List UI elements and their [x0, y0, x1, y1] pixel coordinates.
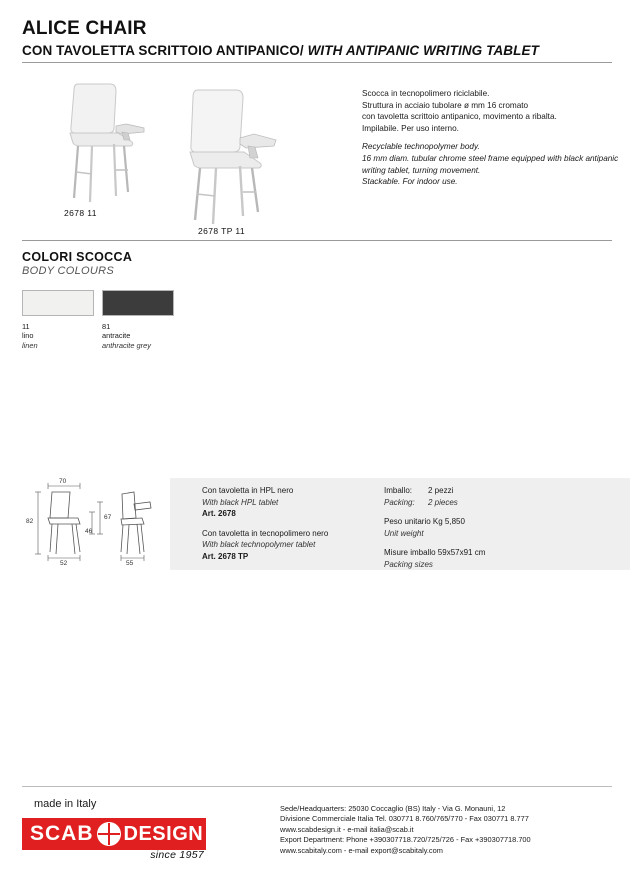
unit-weight-en: Unit weight [384, 528, 424, 538]
colour-code-11: 11 [22, 322, 30, 331]
colour-swatch-81[interactable] [102, 290, 174, 316]
made-in-italy-label: made in Italy [34, 798, 97, 810]
subtitle-separator: / [299, 43, 308, 58]
variant-2-art: Art. 2678 TP [202, 551, 249, 561]
chair-caption-1: 2678 11 [64, 208, 97, 218]
desc-spacer [362, 134, 634, 141]
company-address [280, 804, 620, 856]
address-line-2: Divisione Commerciale Italia Tel. 030771 8.760/765/770 - Fax 030771 8.777 [280, 814, 529, 824]
dim-seat-height: 46 [85, 528, 93, 535]
colour-name-it-11: lino [22, 331, 34, 341]
packing-sizes-en: Packing sizes [384, 559, 433, 569]
packing-key-en: Packing: [384, 497, 415, 507]
colour-swatch-11[interactable] [22, 290, 94, 316]
page-header [22, 18, 612, 60]
colour-name-en-81: anthracite grey [102, 340, 151, 350]
address-line-5[interactable]: www.scabitaly.com - e-mail export@scabitaly.com [280, 845, 443, 855]
address-line-1: Sede/Headquarters: 25030 Coccaglio (BS) Italy - Via G. Monauni, 12 [280, 804, 506, 813]
colour-swatches [22, 290, 422, 352]
variants-column [202, 485, 372, 562]
technical-section [22, 478, 612, 578]
desc-en-2: 16 mm diam. tubular chrome steel frame equipped with black antipanic [362, 153, 619, 163]
chair-illustration-2 [170, 80, 288, 230]
colour-name-it-81: antracite [102, 331, 131, 341]
desc-en-3: writing tablet, turning movement. [362, 165, 481, 175]
dimension-drawings [22, 478, 162, 574]
dim-width-top: 70 [59, 478, 67, 485]
logo-red-box [22, 818, 206, 850]
subtitle-english: WITH ANTIPANIC WRITING TABLET [307, 43, 539, 58]
logo-design-text: DESIGN [123, 822, 204, 845]
product-images [22, 74, 619, 236]
page-subtitle [22, 42, 612, 60]
packing-spacer-1 [384, 508, 614, 516]
dim-depth2: 55 [126, 560, 134, 567]
desc-en-4: Stackable. For indoor use. [362, 177, 458, 187]
variant-1-desc-en: With black HPL tablet [202, 497, 279, 507]
chair-image-2678tp [170, 80, 288, 236]
packing-sizes-it: Misure imballo 59x57x91 cm [384, 548, 486, 557]
colour-code-81: 81 [102, 322, 111, 331]
variant-2-desc-it: Con tavoletta in tecnopolimero nero [202, 528, 329, 538]
packing-row-it [384, 485, 614, 497]
packing-key-it: Imballo: [384, 486, 413, 495]
page-title: ALICE CHAIR [22, 18, 147, 39]
header-divider [22, 62, 612, 63]
globe-icon [97, 822, 121, 846]
colour-name-en-11: linen [22, 340, 38, 350]
desc-en-1: Recyclable technopolymer body. [362, 142, 480, 152]
colour-label-11 [22, 322, 38, 350]
colour-label-81 [102, 322, 151, 350]
chair-image-2678 [48, 80, 156, 218]
packing-value-en: 2 pieces [428, 497, 458, 507]
colours-section [22, 250, 422, 352]
variant-2-desc-en: With black technopolymer tablet [202, 540, 316, 549]
page-edge-strip [630, 0, 634, 875]
footer-divider [22, 786, 612, 787]
variant-1-art: Art. 2678 [202, 509, 236, 518]
desc-it-2: Struttura in acciaio tubolare ø mm 16 cromato [362, 100, 529, 110]
colours-title-en: BODY COLOURS [22, 265, 115, 277]
subtitle-italian: CON TAVOLETTA SCRITTOIO ANTIPANICO [22, 43, 300, 58]
chair-illustration-1 [48, 80, 156, 210]
logo-since-text: since 1957 [150, 849, 204, 861]
packing-row-en [384, 497, 614, 509]
chair-caption-2: 2678 TP 11 [198, 226, 246, 236]
dim-depth: 52 [60, 560, 68, 567]
address-line-4: Export Department: Phone +390307718.720/725/726 - Fax +390307718.700 [280, 835, 531, 845]
desc-it-1: Scocca in tecnopolimero riciclabile. [362, 89, 490, 98]
dim-arm-height: 67 [104, 514, 112, 521]
dimension-drawing-svg [22, 478, 162, 574]
product-description [362, 88, 634, 188]
desc-it-4: Impilabile. Per uso interno. [362, 123, 459, 133]
desc-it-3: con tavoletta scrittoio antipanico, movimento a ribalta. [362, 112, 557, 122]
colours-divider [22, 240, 612, 241]
variant-1-desc-it: Con tavoletta in HPL nero [202, 486, 294, 495]
address-line-3[interactable]: www.scabdesign.it - e-mail italia@scab.it [280, 824, 414, 834]
packing-value-it: 2 pezzi [428, 486, 454, 495]
variants-spacer [202, 520, 372, 528]
colours-title-it: COLORI SCOCCA [22, 250, 133, 264]
unit-weight-it: Peso unitario Kg 5,850 [384, 517, 465, 526]
dim-height-total: 82 [26, 518, 34, 525]
packing-spacer-2 [384, 539, 614, 547]
logo-scab-text: SCAB [30, 822, 94, 845]
packing-column [384, 485, 614, 570]
brand-logo [22, 818, 206, 860]
